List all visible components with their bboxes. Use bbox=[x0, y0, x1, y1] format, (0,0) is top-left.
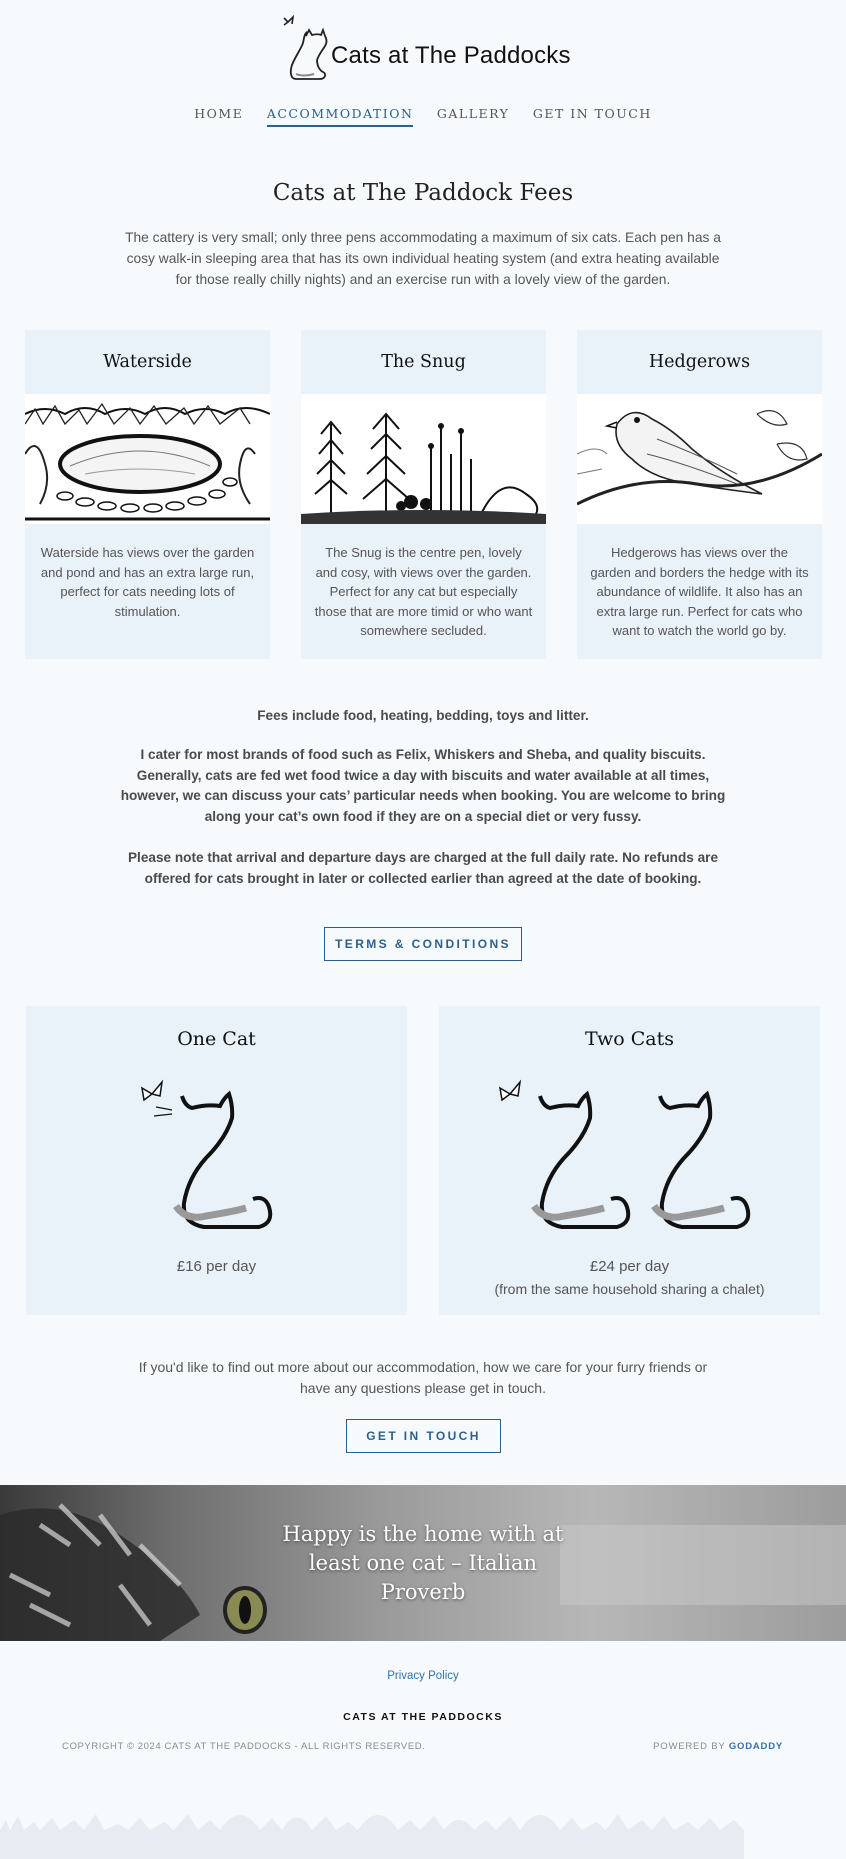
bird-sketch-icon bbox=[577, 394, 822, 524]
nav-get-in-touch[interactable]: GET IN TOUCH bbox=[532, 106, 652, 121]
godaddy-link[interactable]: GODADDY bbox=[728, 1741, 783, 1752]
quote-banner bbox=[0, 1485, 846, 1641]
price-title: Two Cats bbox=[585, 1028, 674, 1050]
cat-butterfly-logo-icon bbox=[276, 12, 338, 84]
pond-sketch-icon bbox=[25, 394, 270, 524]
garden-sketch-icon bbox=[301, 394, 546, 524]
page-title: Cats at The Paddock Fees bbox=[272, 180, 574, 206]
site-title: Cats at The Paddocks bbox=[331, 42, 571, 69]
room-description: Waterside has views over the garden and pond and has an extra large run, perfect for cats needing lots of stimulation. bbox=[40, 545, 255, 619]
price-card-two-cats bbox=[439, 1006, 820, 1315]
banner-quote: Happy is the home with at least one cat – Italian Proverb bbox=[282, 1522, 564, 1604]
one-cat-icon bbox=[136, 1076, 306, 1246]
powered-by-label: POWERED BY bbox=[653, 1741, 726, 1752]
price-amount: £16 per day bbox=[176, 1258, 257, 1275]
price-amount: £24 per day bbox=[589, 1258, 670, 1275]
nav-home[interactable]: HOME bbox=[194, 106, 244, 121]
privacy-policy-link[interactable]: Privacy Policy bbox=[387, 1670, 459, 1682]
get-in-touch-button[interactable]: GET IN TOUCH bbox=[346, 1419, 501, 1453]
room-card-hedgerows bbox=[577, 330, 822, 659]
room-title: Hedgerows bbox=[648, 352, 751, 372]
two-cats-icon bbox=[494, 1076, 774, 1246]
fees-include-text: Fees include food, heating, bedding, toys and litter. bbox=[257, 708, 589, 723]
main-nav bbox=[0, 106, 846, 127]
price-note: (from the same household sharing a chalet) bbox=[494, 1281, 765, 1297]
nav-accommodation[interactable]: ACCOMMODATION bbox=[267, 106, 414, 127]
room-title: The Snug bbox=[381, 352, 466, 372]
nav-gallery[interactable]: GALLERY bbox=[436, 106, 510, 121]
room-title: Waterside bbox=[103, 352, 192, 372]
footer-site-name: CATS AT THE PADDOCKS bbox=[343, 1711, 503, 1723]
price-title: One Cat bbox=[177, 1028, 256, 1050]
contact-text: If you'd like to find out more about our accommodation, how we care for your furry friends or have any questions please get in touch. bbox=[138, 1359, 708, 1396]
price-card-one-cat bbox=[26, 1006, 407, 1315]
intro-text: The cattery is very small; only three pens accommodating a maximum of six cats. Each pen has a cosy walk-in sleeping area that has its own individual heating system (and extra heating available for those really chilly nights) and an exercise run with a lovely view of the garden. bbox=[125, 230, 721, 287]
food-policy-text: I cater for most brands of food such as Felix, Whiskers and Sheba, and quality biscuits. Generally, cats are fed wet food twice a day with biscuits and water available at all times, however, we can discuss your cats’ particular needs when booking. You are welcome to bring along your cat’s own food if they are on a special diet or very fussy. bbox=[120, 747, 726, 824]
room-description: Hedgerows has views over the garden and borders the hedge with its abundance of wildlife. It also has an extra large run. Perfect for cats who want to watch the world go by. bbox=[590, 545, 809, 638]
grass-decoration-icon bbox=[0, 1790, 846, 1859]
powered-by bbox=[653, 1741, 783, 1752]
room-description: The Snug is the centre pen, lovely and cosy, with views over the garden. Perfect for any cat but especially those that are more timid or who want somewhere secluded. bbox=[314, 545, 533, 638]
site-logo[interactable] bbox=[0, 12, 846, 84]
arrival-policy-text: Please note that arrival and departure days are charged at the full daily rate. No refunds are offered for cats brought in later or collected earlier than agreed at the date of booking. bbox=[127, 850, 718, 886]
terms-conditions-button[interactable]: TERMS & CONDITIONS bbox=[324, 927, 522, 961]
copyright-text: COPYRIGHT © 2024 CATS AT THE PADDOCKS - ALL RIGHTS RESERVED. bbox=[62, 1741, 426, 1752]
room-card-the-snug bbox=[301, 330, 546, 659]
room-card-waterside bbox=[25, 330, 270, 659]
